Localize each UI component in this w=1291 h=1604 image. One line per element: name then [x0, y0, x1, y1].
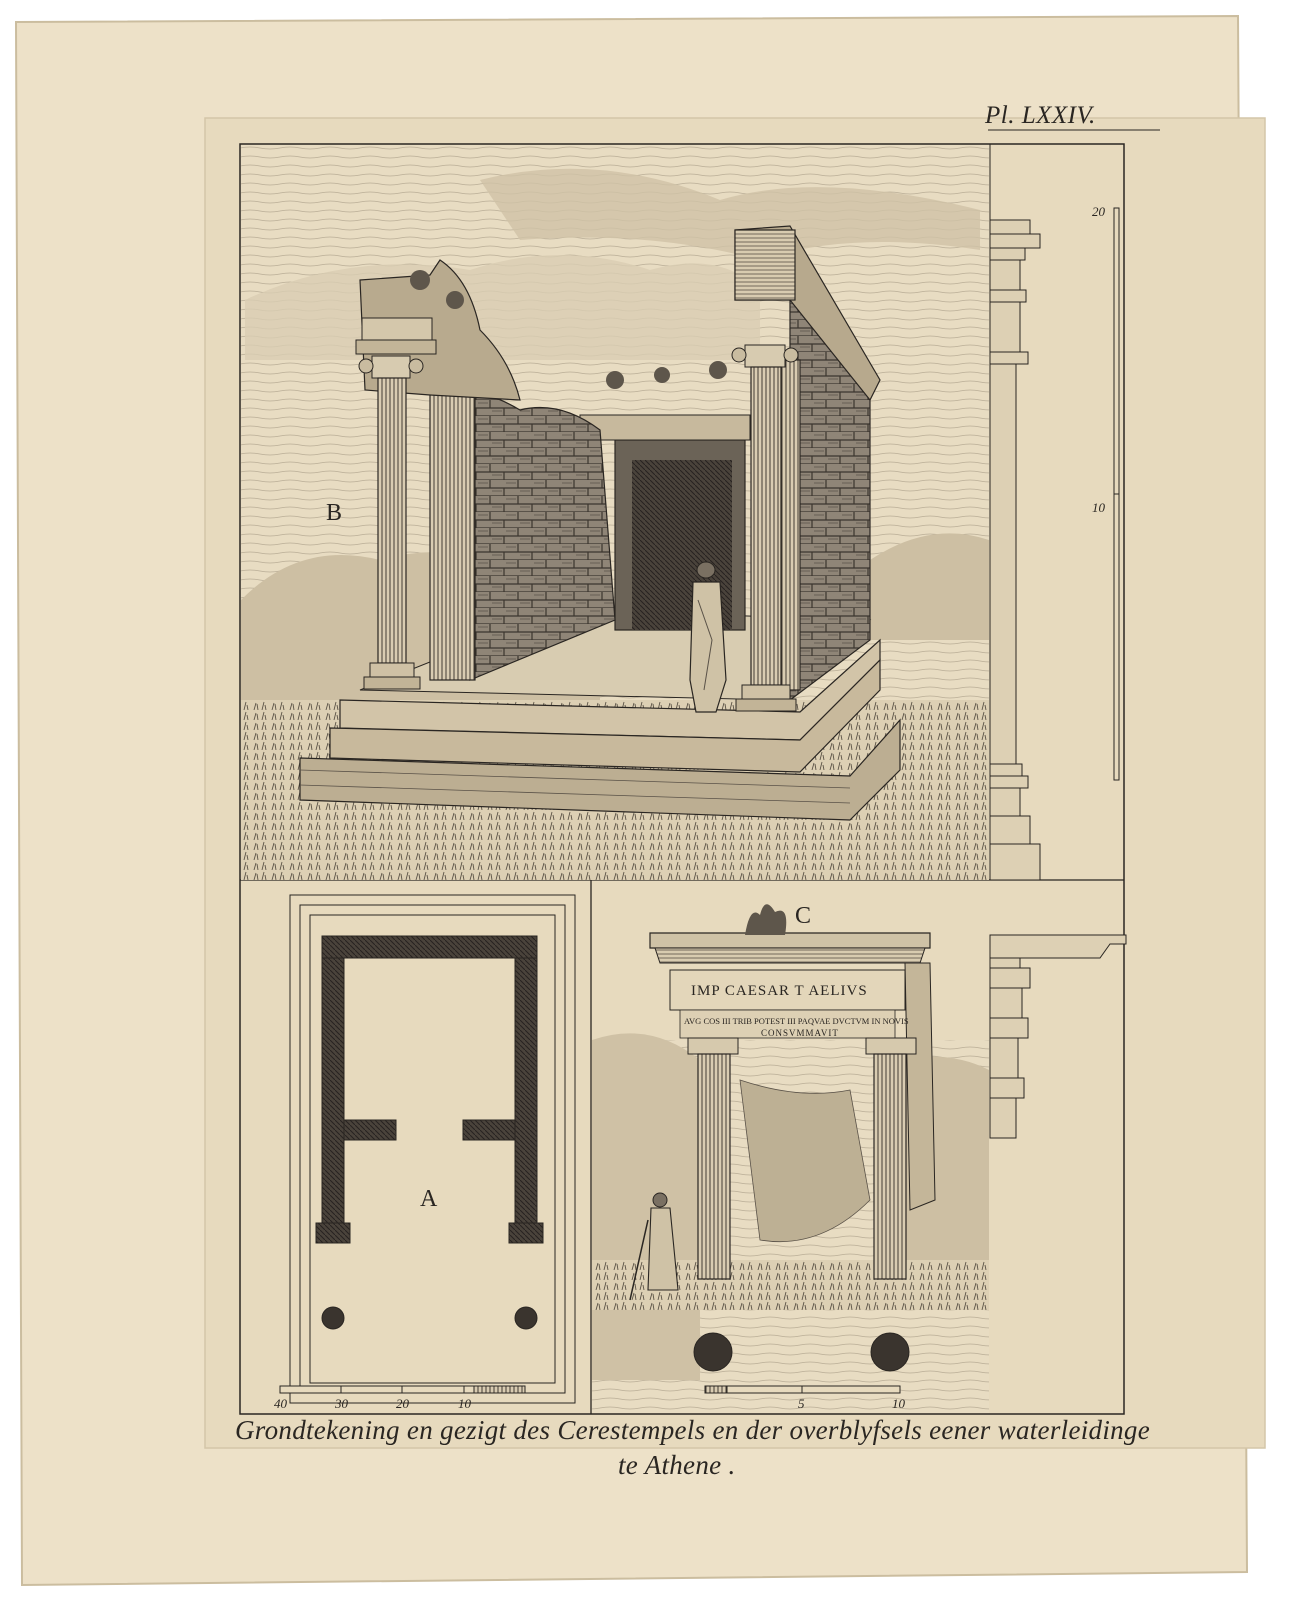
- inscription-line-2: AVG COS III TRIB POTEST III PAQVAE DVCTVM IN NOVIS: [684, 1016, 909, 1026]
- plate-number: Pl. LXXIV.: [985, 102, 1096, 129]
- scale-plan-20: 20: [396, 1396, 409, 1411]
- scale-arch-5: 5: [798, 1396, 805, 1411]
- caption-line-2: te Athene .: [618, 1450, 736, 1480]
- scale-vertical-20: 20: [1092, 204, 1105, 219]
- scale-arch-10: 10: [892, 1396, 905, 1411]
- scale-plan-30: 30: [335, 1396, 348, 1411]
- scale-plan-10: 10: [458, 1396, 471, 1411]
- caption-line-1: Grondtekening en gezigt des Cerestempels en der overblyfsels eener waterleidinge: [235, 1415, 1151, 1445]
- figure-label-a: A: [420, 1186, 438, 1212]
- scale-plan-40: 40: [274, 1396, 287, 1411]
- inscription-line-1: IMP CAESAR T AELIVS: [691, 983, 868, 999]
- figure-label-c: C: [795, 903, 812, 929]
- scale-vertical-10: 10: [1092, 500, 1105, 515]
- inscription-line-3: CONSVMMAVIT: [761, 1028, 839, 1038]
- figure-label-b: B: [326, 500, 343, 526]
